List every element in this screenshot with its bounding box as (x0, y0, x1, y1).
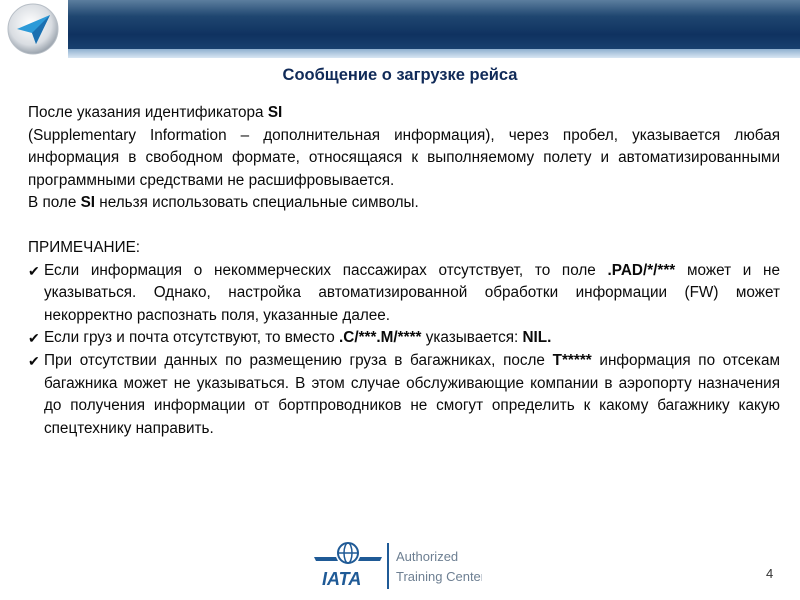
header (0, 0, 800, 58)
slide-title: Сообщение о загрузке рейса (282, 66, 518, 84)
bullet-text: Если информация о некоммерческих пассажирах отсутствует, то поле .PAD/*/*** может и не указываться. Однако, настройка автоматизированной обработки информации (FW) может некорректно распознать поля, указанные далее. (44, 261, 781, 324)
slide-body (28, 102, 780, 440)
check-bullet-icon: ✔ (28, 262, 40, 279)
si-code-2: SI (80, 194, 96, 212)
iata-logo (314, 541, 482, 593)
list-item (28, 350, 780, 440)
check-bullet-icon: ✔ (28, 352, 40, 369)
footer-line1: Authorized (396, 549, 459, 564)
list-item (28, 327, 780, 350)
iata-globe-icon (314, 543, 382, 563)
note-heading: ПРИМЕЧАНИЕ: (28, 238, 141, 256)
intro-text: После указания идентификатора (28, 104, 268, 121)
header-band (68, 0, 800, 58)
bullet-text: При отсутствии данных по размещению груза в багажниках, после T***** информация по отсекам багажника может не указываться. В этом случае обслуживающие компании в аэропорту назначения до получения информации от бортпроводников не смогут определить к какому багажнику какую спецтехнику направить. (44, 351, 780, 437)
list-item (28, 260, 780, 328)
footer-line2: Training Center (396, 569, 482, 584)
iata-wordmark: IATA (322, 569, 362, 589)
restriction-text: В поле (28, 194, 81, 212)
logo (0, 0, 66, 60)
si-restriction (28, 192, 780, 215)
restriction-text-rest: нельзя использовать специальные символы. (95, 194, 419, 212)
intro-paragraph (28, 102, 780, 192)
bullet-text: Если груз и почта отсутствуют, то вместо .C/***.M/**** указывается: NIL. (44, 329, 552, 347)
paper-plane-icon (0, 0, 66, 60)
intro-text-rest: (Supplementary Information – дополнительная информация), через пробел, указывается любая информация в свободном формате, относящаяся к выполняемому полету и автоматизированными программными средствами не расшифровывается. (28, 126, 780, 189)
si-code: SI (267, 104, 283, 121)
check-bullet-icon: ✔ (28, 330, 40, 347)
page-number: 4 (766, 566, 774, 581)
